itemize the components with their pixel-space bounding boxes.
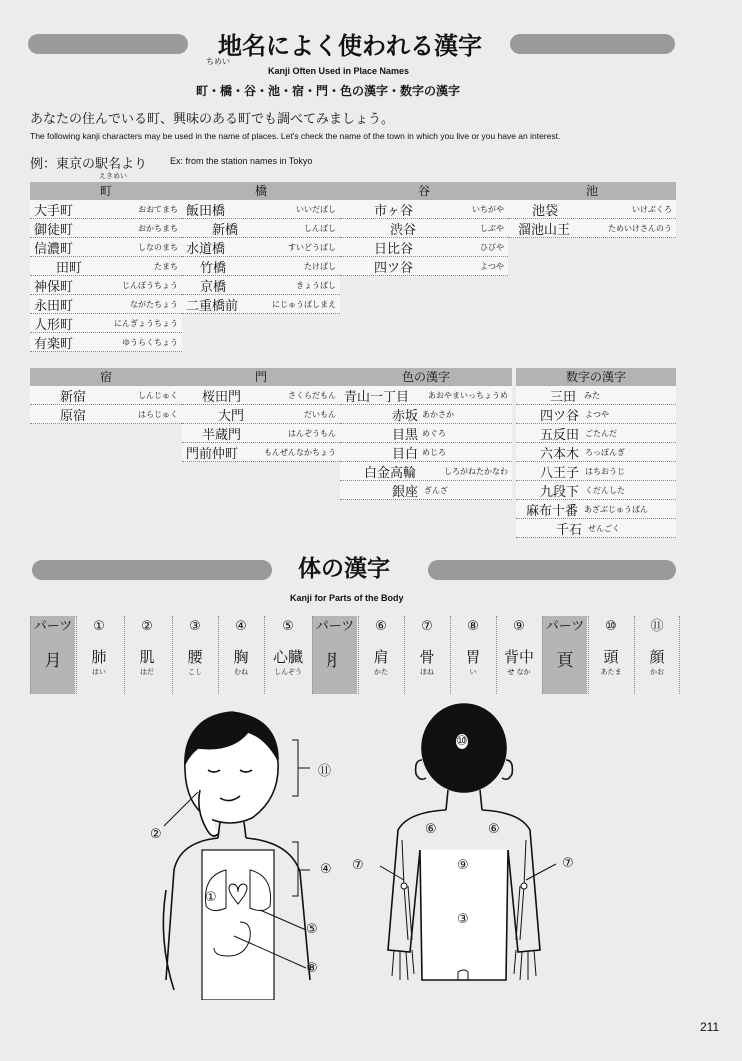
table-row: 目白 めじろ	[340, 443, 512, 462]
table-row: 八王子 はちおうじ	[516, 462, 676, 481]
front-label: ⑪	[318, 764, 332, 779]
table2-col-mon	[182, 368, 340, 462]
back-label: ⑥	[488, 822, 500, 837]
body-col: ② 肌 はだ	[124, 616, 169, 694]
table-row: 京橋 きょうばし	[182, 276, 340, 295]
front-label: ②	[150, 827, 162, 842]
table-row: 麻布十番 あざぶじゅうばん	[516, 500, 676, 519]
back-label: ③	[457, 912, 469, 927]
table1-col-hashi	[182, 182, 340, 314]
body-col-parts: パーツ 月	[30, 616, 75, 694]
table2-col-head: 数字の漢字	[516, 368, 676, 386]
table1-col-tani	[340, 182, 508, 276]
table-row: 市ヶ谷 いちがや	[340, 200, 508, 219]
table-row: 目黒 めぐろ	[340, 424, 512, 443]
table-row: 銀座 ぎんざ	[340, 481, 512, 500]
table-row: 二重橋前 にじゅうばしまえ	[182, 295, 340, 314]
table-row: 永田町 ながたちょう	[30, 295, 182, 314]
section1-subtitle-jp: 町・橋・谷・池・宿・門・色の漢字・数字の漢字	[196, 84, 461, 98]
table-row: 三田 みた	[516, 386, 676, 405]
table1-col-machi	[30, 182, 182, 352]
table-row: 池袋 いけぶくろ	[508, 200, 676, 219]
section1-bar-right	[510, 34, 675, 54]
back-label: ⑥	[425, 822, 437, 837]
table-row: 桜田門 さくらだもん	[182, 386, 340, 405]
section2-bar-right	[428, 560, 676, 580]
table-row: 新宿 しんじゅく	[30, 386, 182, 405]
table-row: 有楽町 ゆうらくちょう	[30, 333, 182, 352]
table1-col-head: 池	[508, 182, 676, 200]
table-row: 神保町 じんぼうちょう	[30, 276, 182, 295]
page-number: 211	[700, 1020, 720, 1034]
table-row: 渋谷 しぶや	[340, 219, 508, 238]
table-row: 飯田橋 いいだばし	[182, 200, 340, 219]
table2-col-head: 色の漢字	[340, 368, 512, 386]
example-jp: 例：東京の駅名より	[30, 157, 148, 172]
section1-subtitle-en: Kanji Often Used in Place Names	[268, 66, 410, 76]
body-col: ⑥ 肩 かた	[358, 616, 403, 694]
body-col-parts: パーツ 頁	[542, 616, 587, 694]
front-body-illustration	[140, 700, 360, 1000]
intro-en: The following kanji characters may be used in the name of places. Let's check the name of the town in which you live or you have an interest.	[30, 131, 561, 141]
body-col: ④ 胸 むね	[218, 616, 263, 694]
table-row: 信濃町 しなのまち	[30, 238, 182, 257]
front-label: ⑤	[306, 922, 318, 937]
table1-col-head: 町	[30, 182, 182, 200]
intro-jp: あなたの住んでいる町、興味のある町でも調べてみましょう。	[30, 112, 395, 127]
body-col: ⑨ 背中 せ なか	[496, 616, 541, 694]
table-row: 新橋 しんばし	[182, 219, 340, 238]
table-row: 御徒町 おかちまち	[30, 219, 182, 238]
table-row: 四ツ谷 よつや	[340, 257, 508, 276]
table2-col-suji	[516, 368, 676, 538]
table-row: 竹橋 たけばし	[182, 257, 340, 276]
back-label: ⑦	[562, 856, 574, 871]
front-label: ④	[320, 862, 332, 877]
table-row: 五反田 ごたんだ	[516, 424, 676, 443]
back-label: ⑨	[457, 858, 469, 873]
table2-col-juku	[30, 368, 182, 424]
table-row: 四ツ谷 よつや	[516, 405, 676, 424]
table2-col-head: 宿	[30, 368, 182, 386]
front-label: ①	[205, 890, 217, 905]
back-label: ⑩	[456, 734, 468, 749]
table-row: 溜池山王 ためいけさんのう	[508, 219, 676, 238]
table1-col-ike	[508, 182, 676, 238]
table-row: 原宿 はらじゅく	[30, 405, 182, 424]
table-row: 日比谷 ひびや	[340, 238, 508, 257]
body-col: ③ 腰 こし	[172, 616, 217, 694]
section1-bar-left	[28, 34, 188, 54]
section1-title: 地名によく使われる漢字	[218, 32, 482, 60]
table-row: 千石 せんごく	[516, 519, 676, 538]
back-body-illustration	[380, 700, 580, 1000]
table-row: 大手町 おおてまち	[30, 200, 182, 219]
body-col: ⑪ 顔 かお	[634, 616, 680, 694]
table-row: 水道橋 すいどうばし	[182, 238, 340, 257]
body-col: ⑩ 頭 あたま	[588, 616, 633, 694]
section1-title-ruby: ちめい	[206, 57, 230, 66]
table-row: 大門 だいもん	[182, 405, 340, 424]
table-row: 九段下 くだんした	[516, 481, 676, 500]
body-col: ① 肺 はい	[76, 616, 121, 694]
table1-col-head: 谷	[340, 182, 508, 200]
body-col: ⑦ 骨 ほね	[404, 616, 449, 694]
body-col: ⑤ 心臓 しんぞう	[264, 616, 311, 694]
example-en: Ex: from the station names in Tokyo	[170, 156, 313, 166]
table1-col-head: 橋	[182, 182, 340, 200]
body-col-parts: パーツ ⺼	[312, 616, 357, 694]
table-row: 赤坂 あかさか	[340, 405, 512, 424]
example-ruby: えきめい	[99, 172, 127, 180]
section2-subtitle-en: Kanji for Parts of the Body	[290, 593, 404, 603]
body-col: ⑧ 胃 い	[450, 616, 495, 694]
table2-col-head: 門	[182, 368, 340, 386]
table-row: 白金高輪 しろがねたかなわ	[340, 462, 512, 481]
table-row: 半蔵門 はんぞうもん	[182, 424, 340, 443]
section2-bar-left	[32, 560, 272, 580]
table-row: 田町 たまち	[30, 257, 182, 276]
table-row: 六本木 ろっぽんぎ	[516, 443, 676, 462]
section2-title: 体の漢字	[298, 556, 390, 582]
table-row: 人形町 にんぎょうちょう	[30, 314, 182, 333]
table2-col-iro	[340, 368, 512, 500]
back-label: ⑦	[352, 858, 364, 873]
table-row: 門前仲町 もんぜんなかちょう	[182, 443, 340, 462]
table-row: 青山一丁目 あおやまいっちょうめ	[340, 386, 512, 405]
front-label: ⑧	[306, 961, 318, 976]
